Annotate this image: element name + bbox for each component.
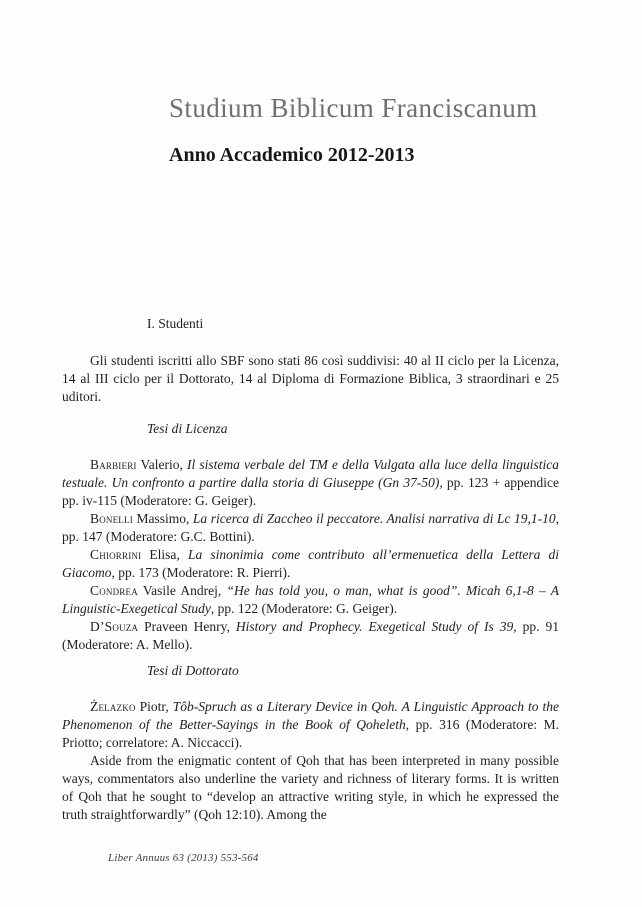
text-segment-italic: Tôb-Spruch as a Literary Device in Qoh. A Linguistic Approach to the Phenomenon of the Better-Sayings in the Book of Qoheleth [62, 699, 559, 732]
page-title: Studium Biblicum Franciscanum [169, 93, 538, 123]
text-segment-sc: Chiorrini [90, 547, 142, 562]
studenti-paragraph: Gli studenti iscritti allo SBF sono stati 86 così suddivisi: 40 al II ciclo per la Licenza, 14 al III ciclo per il Dottorato, 14 al Diploma di Formazione Biblica, 3 straordinari e 25 uditori. [62, 353, 559, 404]
text-segment-italic: La ricerca di Zaccheo il peccatore. Analisi narrativa di Lc 19,1-10 [192, 511, 556, 526]
text-segment-roman: Piotr, [135, 699, 173, 714]
text-segment-roman: , pp. 173 (Moderatore: R. Pierri). [111, 565, 291, 580]
text-segment-roman: Aside from the enigmatic content of Qoh that has been interpreted in many possible ways, commentators also underline the variety and richness of literary forms. It is written of Qoh that he sought to “develop an attractive writing style, in which he expressed the truth straightforwardly” (Qoh 12:10). Among the [62, 753, 559, 822]
thesis-entry-barbieri [62, 456, 559, 510]
text-segment-italic: Il sistema verbale del TM e della Vulgata alla luce della linguistica testuale. Un confronto a partire dalla storia di Giuseppe (Gn 37-50), [62, 457, 559, 490]
text-segment-roman: pp. 123 + appendice pp. iv-115 (Moderatore: G. Geiger). [62, 475, 559, 508]
page-subtitle: Anno Accademico 2012-2013 [169, 144, 415, 166]
thesis-entry-condrea [62, 582, 559, 618]
thesis-entry-bonelli [62, 510, 559, 546]
thesis-entry-dsouza [62, 618, 559, 654]
section-heading-tesi-di-dottorato: Tesi di Dottorato [147, 663, 239, 678]
text-segment-sc: Condrea [90, 583, 138, 598]
text-segment-sc: Bonelli [90, 511, 133, 526]
text-segment-italic: La sinonimia come contributo all’ermenuetica della Lettera di Giacomo [62, 547, 559, 580]
section-heading-studenti: I. Studenti [147, 316, 204, 331]
section-heading-tesi-di-licenza: Tesi di Licenza [147, 421, 228, 436]
text-segment-roman: pp. 91 (Moderatore: A. Mello). [62, 619, 559, 652]
studenti-paragraph-block [62, 352, 559, 406]
text-segment-roman: , pp. 147 (Moderatore: G.C. Bottini). [62, 511, 559, 544]
thesis-entry-zelazko [62, 698, 559, 752]
text-segment-sc: D’Souza [90, 619, 139, 634]
text-segment-roman: Massimo, [132, 511, 193, 526]
text-segment-sc: Żelazko [90, 699, 136, 714]
text-segment-italic: “He has told you, o man, what is good”. Micah 6,1-8 – A Linguistic-Exegetical Study [62, 583, 559, 616]
text-segment-roman: Valerio, [136, 457, 187, 472]
dottorato-abstract-paragraph [62, 752, 559, 824]
text-segment-roman: , pp. 316 (Moderatore: M. Priotto; correlatore: A. Niccacci). [62, 717, 559, 750]
text-segment-italic: History and Prophecy. Exegetical Study of Is 39, [235, 619, 517, 634]
text-segment-roman: Praveen Henry, [138, 619, 236, 634]
licenza-entries-block [62, 456, 559, 654]
text-segment-roman: Vasile Andrej, [137, 583, 227, 598]
text-segment-roman: Elisa, [141, 547, 188, 562]
journal-citation-footer: Liber Annuus 63 (2013) 553-564 [108, 852, 259, 864]
thesis-entry-chiorrini [62, 546, 559, 582]
text-segment-roman: , pp. 122 (Moderatore: G. Geiger). [210, 601, 398, 616]
text-segment-sc: Barbieri [90, 457, 137, 472]
dottorato-entries-block [62, 698, 559, 824]
